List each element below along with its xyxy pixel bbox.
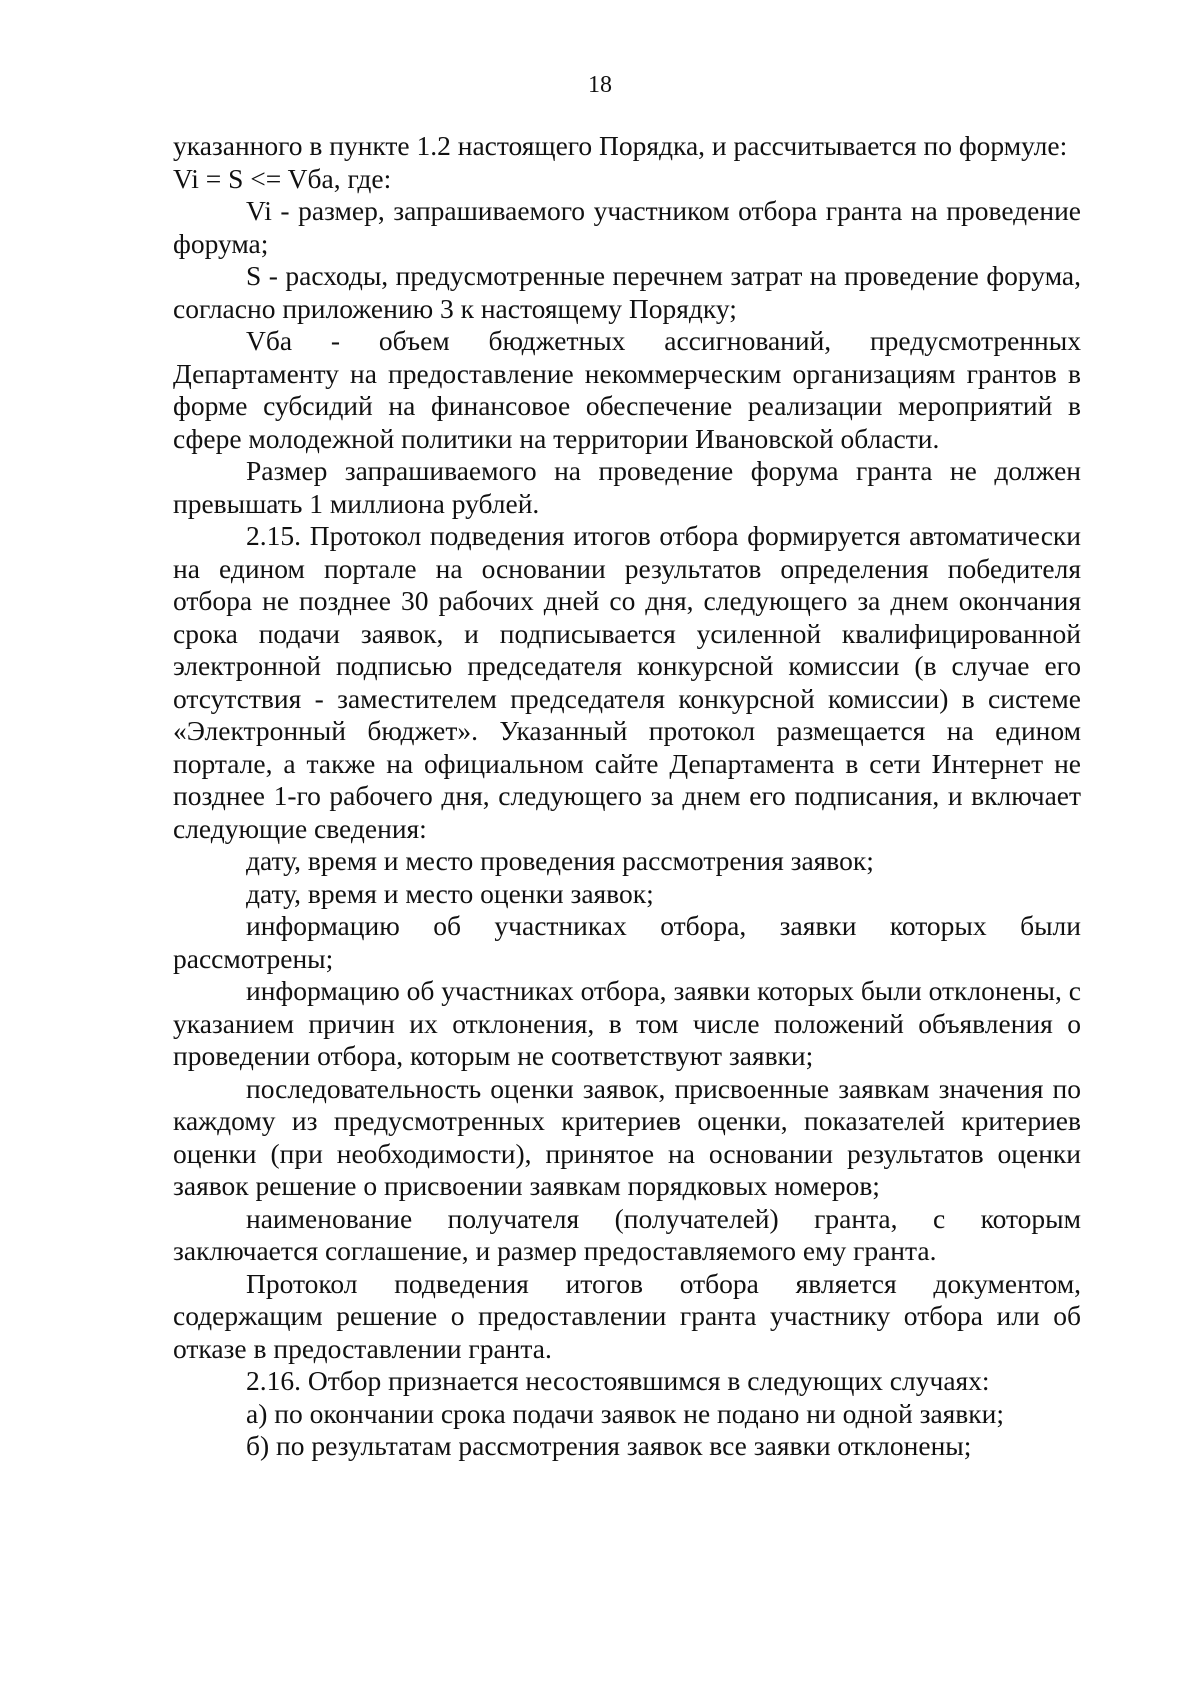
- formula: Vi = S <= Vба, где:: [173, 162, 392, 194]
- list-item: информацию об участниках отбора, заявки которых были отклонены, с указанием причин их отклонения, в том числе положений объявления о проведении отбора, которым не соответствуют заявки;: [173, 975, 1081, 1071]
- list-item: дату, время и место оценки заявок;: [246, 877, 654, 909]
- paragraph: указанного в пункте 1.2 настоящего Порядка, и рассчитывается по формуле:: [173, 130, 1068, 161]
- paragraph: Vi - размер, запрашиваемого участником отбора гранта на проведение форума;: [173, 195, 1081, 259]
- paragraph: 2.16. Отбор признается несостоявшимся в следующих случаях:: [246, 1365, 990, 1396]
- list-item: а) по окончании срока подачи заявок не подано ни одной заявки;: [246, 1397, 1004, 1429]
- document-body: [173, 130, 1081, 1463]
- list-item: наименование получателя (получателей) гранта, с которым заключается соглашение, и размер предоставляемого ему гранта.: [173, 1202, 1081, 1266]
- paragraph: Протокол подведения итогов отбора является документом, содержащим решение о предоставлении гранта участнику отбора или об отказе в предоставлении гранта.: [173, 1267, 1081, 1364]
- paragraph: 2.15. Протокол подведения итогов отбора формируется автоматически на едином портале на основании результатов определения победителя отбора не позднее 30 рабочих дней со дня, следующего за днем окончания срока подачи заявок, и подписывается усиленной квалифицированной электронной подписью председателя конкурсной комиссии (в случае его отсутствия - заместителем председателя конкурсной комиссии) в системе «Электронный бюджет». Указанный протокол размещается на едином портале, а также на официальном сайте Департамента в сети Интернет не позднее 1-го рабочего дня, следующего за днем его подписания, и включает следующие сведения:: [173, 520, 1081, 844]
- page-number: 18: [588, 72, 612, 98]
- paragraph: Vба - объем бюджетных ассигнований, предусмотренных Департаменту на предоставление некоммерческим организациям грантов в форме субсидий на финансовое обеспечение реализации мероприятий в сфере молодежной политики на территории Ивановской области.: [173, 325, 1081, 454]
- list-item: последовательность оценки заявок, присвоенные заявкам значения по каждому из предусмотренных критериев оценки, показателей критериев оценки (при необходимости), принятое на основании результатов оценки заявок решение о присвоении заявкам порядковых номеров;: [173, 1072, 1081, 1201]
- paragraph: Размер запрашиваемого на проведение форума гранта не должен превышать 1 миллиона рублей.: [173, 455, 1081, 519]
- paragraph: S - расходы, предусмотренные перечнем затрат на проведение форума, согласно приложению 3 к настоящему Порядку;: [173, 260, 1081, 324]
- list-item: дату, время и место проведения рассмотрения заявок;: [246, 845, 874, 876]
- list-item: б) по результатам рассмотрения заявок все заявки отклонены;: [246, 1430, 972, 1461]
- list-item: информацию об участниках отбора, заявки которых были рассмотрены;: [173, 910, 1081, 974]
